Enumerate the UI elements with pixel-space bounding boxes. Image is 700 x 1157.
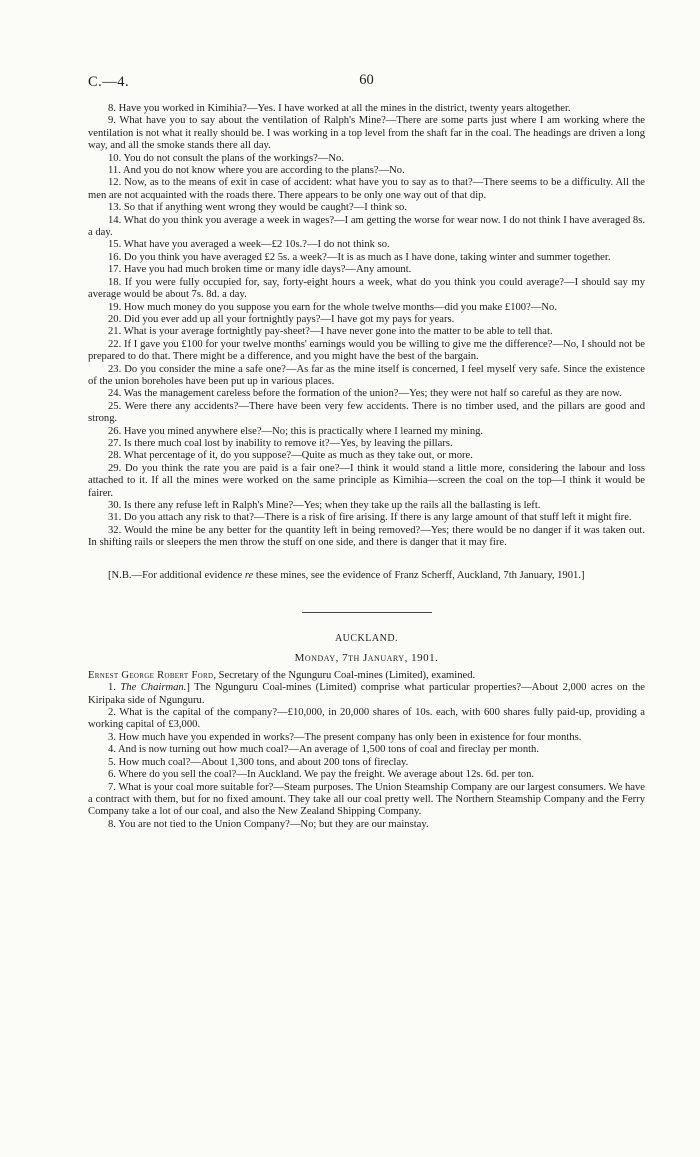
- document-reference: C.—4.: [88, 74, 130, 90]
- evidence-paragraph: 16. Do you think you have averaged £2 5s. a week?—It is as much as I have done, taking winter and summer together.: [108, 251, 611, 263]
- evidence-paragraph: 15. What have you averaged a week—£2 10s.?—I do not think so.: [108, 239, 390, 251]
- evidence-paragraph: 10. You do not consult the plans of the workings?—No.: [108, 152, 344, 164]
- evidence-paragraph: 25. Were there any accidents?—There have been very few accidents. There is no timber used, and the pillars are good and strong.: [88, 400, 645, 425]
- section-date-heading: Monday, 7th January, 1901.: [294, 652, 439, 665]
- note-text: these mines, see the evidence of Franz Scherff, Auckland, 7th January, 1901.]: [253, 569, 585, 581]
- evidence-paragraph: 19. How much money do you suppose you earn for the whole twelve months—did you make £100?—No.: [108, 301, 557, 313]
- evidence-paragraph: 14. What do you think you average a week in wages?—I am getting the worse for wear now. I do not think I have averaged 8s. a day.: [88, 214, 645, 239]
- evidence-paragraph: 28. What percentage of it, do you suppose?—Quite as much as they take out, or more.: [108, 450, 473, 462]
- evidence-paragraph: 7. What is your coal more suitable for?—Steam purposes. The Union Steamship Company are our largest consumers. We have a contract with them, but for no fixed amount. They take all our coal pretty well. The Northern Steamship Company and the Ferry Company take a lot of our coal, and also the New Zealand Shipping Company.: [88, 781, 645, 818]
- witness-line: [88, 670, 645, 682]
- evidence-paragraph: 11. And you do not know where you are according to the plans?—No.: [108, 165, 405, 177]
- evidence-paragraph: 24. Was the management careless before the formation of the union?—Yes; they were not half so careful as they are now.: [108, 388, 622, 400]
- evidence-paragraph: 29. Do you think the rate you are paid is a fair one?—I think it would stand a little more, considering the labour and loss attached to it. If all the mines were worked on the same principle as Kimihia—screen the coal on the top—I think it would be fairer.: [88, 462, 645, 499]
- evidence-paragraph: 12. Now, as to the means of exit in case of accident: what have you to say as to that?—There seems to be a difficulty. All the men are not acquainted with the roads there. There appears to be only one way out of that dip.: [88, 177, 645, 201]
- evidence-paragraph: 21. What is your average fortnightly pay-sheet?—I have never gone into the matter to be able to tell that.: [108, 326, 553, 338]
- evidence-paragraph: 3. How much have you expended in works?—The present company has only been in existence for four months.: [108, 731, 582, 743]
- evidence-paragraph: 30. Is there any refuse left in Ralph's Mine?—Yes; when they take up the rails all the ballasting is left.: [108, 500, 541, 511]
- witness-description: , Secretary of the Ngunguru Coal-mines (Limited), examined.: [213, 669, 476, 681]
- evidence-paragraph: 8. Have you worked in Kimihia?—Yes. I have worked at all the mines in the district, twenty years altogether.: [108, 103, 571, 114]
- speaker-name: The Chairman.: [120, 682, 187, 694]
- page-header: [88, 74, 645, 94]
- evidence-paragraph: 5. How much coal?—About 1,300 tons, and about 200 tons of fireclay.: [108, 756, 409, 768]
- evidence-paragraph: 31. Do you attach any risk to that?—There is a risk of fire arising. If there is any large amount of that stuff left it might fire.: [108, 512, 632, 524]
- evidence-paragraph: 18. If you were fully occupied for, say, forty-eight hours a week, what do you think you could average?—I should say my average would be about 7s. 8d. a day.: [88, 276, 645, 301]
- editorial-note: [88, 570, 645, 582]
- evidence-paragraph: 8. You are not tied to the Union Company?—No; but they are our mainstay.: [108, 818, 429, 830]
- evidence-paragraph: 26. Have you mined anywhere else?—No; this is practically where I learned my mining.: [108, 425, 484, 437]
- evidence-paragraph: 32. Would the mine be any better for the quantity left in being removed?—Yes; there would be no danger if it was taken out. In shifting rails or sleepers the men throw the stuff on one side, and there is danger that it may fire.: [88, 524, 645, 549]
- page-number: 60: [359, 72, 374, 88]
- question-number: 1.: [108, 682, 121, 694]
- section-divider: [302, 612, 432, 613]
- evidence-paragraph: 27. Is there much coal lost by inability to remove it?—Yes, by leaving the pillars.: [108, 437, 453, 449]
- note-italic: re: [244, 569, 254, 581]
- evidence-paragraph: 13. So that if anything went wrong they would be caught?—I think so.: [108, 202, 407, 214]
- note-text: [N.B.—For additional evidence: [108, 569, 245, 581]
- section-place-heading: AUCKLAND.: [334, 633, 399, 645]
- question-text: ] The Ngunguru Coal-mines (Limited) comprise what particular properties?—About 2,000 acres on the Kiripaka side of Ngunguru.: [88, 682, 646, 706]
- evidence-paragraph: [88, 682, 645, 707]
- page-content: [88, 103, 645, 831]
- evidence-paragraph: 23. Do you consider the mine a safe one?—As far as the mine itself is concerned, I feel myself very safe. Since the existence of the union boreholes have been put up in various places.: [88, 363, 645, 387]
- evidence-paragraph: 9. What have you to say about the ventilation of Ralph's Mine?—There are some parts just where I am working where the ventilation is not what it really should be. I was working in a top level from the shaft far in the coal. The headings are driven a long way, and all the smoke stands there all day.: [88, 115, 645, 152]
- evidence-paragraph: 6. Where do you sell the coal?—In Auckland. We pay the freight. We average about 12s. 6d. per ton.: [108, 769, 535, 781]
- evidence-paragraph: 22. If I gave you £100 for your twelve months' earnings would you be willing to give me the difference?—No, I should not be prepared to do that. There might be a difference, and you might have the best of the bargain.: [88, 338, 645, 363]
- evidence-paragraph: 4. And is now turning out how much coal?—An average of 1,500 tons of coal and fireclay per month.: [108, 744, 540, 756]
- evidence-paragraph: 2. What is the capital of the company?—£10,000, in 20,000 shares of 10s. each, with 600 shares fully paid-up, providing a working capital of £3,000.: [88, 707, 645, 731]
- evidence-paragraph: 17. Have you had much broken time or many idle days?—Any amount.: [108, 264, 412, 276]
- evidence-paragraph: 20. Did you ever add up all your fortnightly pays?—I have got my pays for years.: [108, 313, 455, 325]
- witness-name: Ernest George Robert Ford: [88, 669, 214, 681]
